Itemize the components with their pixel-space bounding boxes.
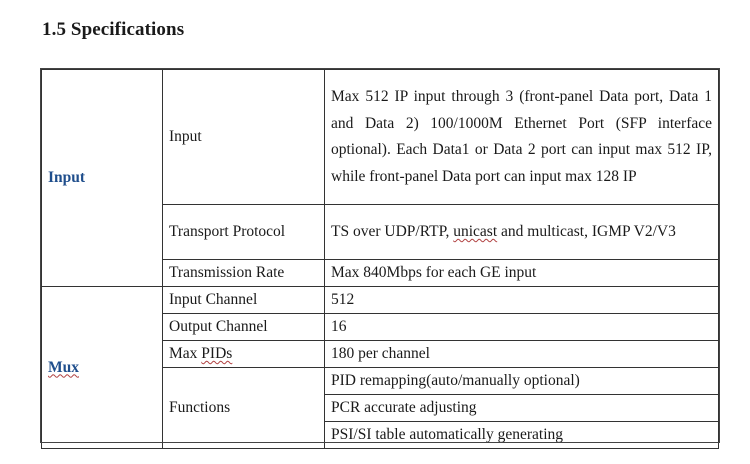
spec-item-transmission-rate: Transmission Rate xyxy=(163,260,325,287)
table-row xyxy=(42,287,719,314)
spec-value-transmission-rate: Max 840Mbps for each GE input xyxy=(325,260,719,287)
spec-item-transport-protocol: Transport Protocol xyxy=(163,205,325,260)
spec-item-input: Input xyxy=(163,70,325,205)
spec-value-function-3: PSI/SI table automatically generating xyxy=(325,422,719,449)
value-text: TS over UDP/RTP, xyxy=(331,222,454,240)
spec-value-input-channel: 512 xyxy=(325,287,719,314)
spec-item-functions: Functions xyxy=(163,368,325,449)
spec-value-transport-protocol xyxy=(325,205,719,260)
spec-value-max-pids: 180 per channel xyxy=(325,341,719,368)
spec-item-input-channel: Input Channel xyxy=(163,287,325,314)
spellcheck-word: PIDs xyxy=(201,345,233,362)
spec-item-output-channel: Output Channel xyxy=(163,314,325,341)
spec-item-max-pids xyxy=(163,341,325,368)
spec-value-input: Max 512 IP input through 3 (front-panel Data port, Data 1 and Data 2) 100/1000M Ethernet Port (SFP interface optional). Each Data1 or Data 2 port can input max 512 IP, while front-panel Data port can input max 128 IP xyxy=(325,70,719,205)
category-mux xyxy=(42,287,163,449)
value-text: and multicast, IGMP V2/V3 xyxy=(497,222,676,240)
item-text: Max xyxy=(169,345,202,362)
category-input: Input xyxy=(42,70,163,287)
spec-value-function-2: PCR accurate adjusting xyxy=(325,395,719,422)
spellcheck-word: unicast xyxy=(453,222,498,240)
table-row xyxy=(42,70,719,205)
section-heading: 1.5 Specifications xyxy=(42,19,185,40)
spec-value-output-channel: 16 xyxy=(325,314,719,341)
category-mux-label: Mux xyxy=(48,358,79,376)
spec-value-function-1: PID remapping(auto/manually optional) xyxy=(325,368,719,395)
specifications-table xyxy=(41,69,719,449)
